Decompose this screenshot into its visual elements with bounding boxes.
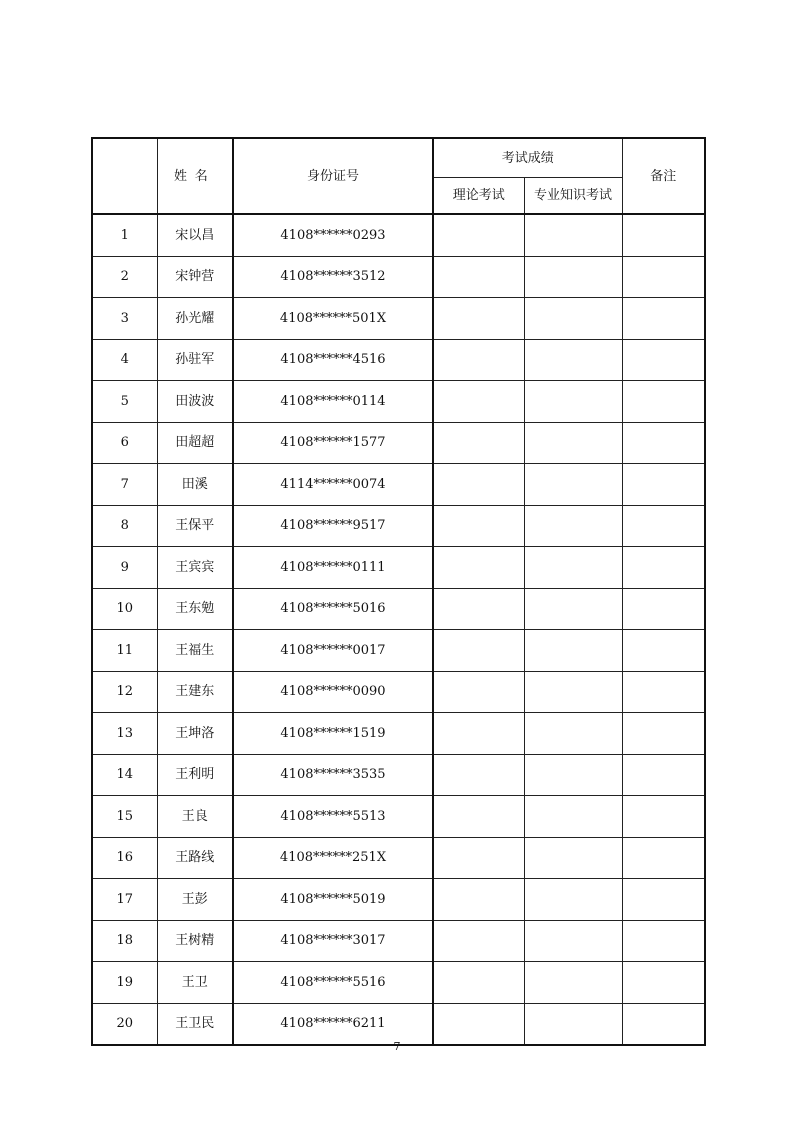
- document-sheet: [91, 137, 704, 1046]
- candidate-name-cell: 王卫: [157, 962, 233, 1004]
- remarks-cell: [622, 256, 705, 298]
- remarks-cell: [622, 422, 705, 464]
- exam-score-table: [91, 137, 706, 1046]
- theory-score-cell: [433, 422, 524, 464]
- header-number: [92, 138, 157, 214]
- professional-score-cell: [524, 588, 622, 630]
- remarks-cell: [622, 630, 705, 672]
- id-number-cell: 4108******5516: [233, 962, 433, 1004]
- table-row: [92, 464, 705, 506]
- row-number-cell: 7: [92, 464, 157, 506]
- professional-score-cell: [524, 837, 622, 879]
- row-number-cell: 13: [92, 713, 157, 755]
- theory-score-cell: [433, 837, 524, 879]
- candidate-name-cell: 孙驻军: [157, 339, 233, 381]
- id-number-cell: 4108******1519: [233, 713, 433, 755]
- remarks-cell: [622, 588, 705, 630]
- remarks-cell: [622, 754, 705, 796]
- table-row: [92, 962, 705, 1004]
- header-professional-exam: 专业知识考试: [524, 178, 622, 215]
- id-number-cell: 4108******3512: [233, 256, 433, 298]
- professional-score-cell: [524, 754, 622, 796]
- remarks-cell: [622, 879, 705, 921]
- row-number-cell: 19: [92, 962, 157, 1004]
- remarks-cell: [622, 962, 705, 1004]
- professional-score-cell: [524, 547, 622, 589]
- professional-score-cell: [524, 879, 622, 921]
- theory-score-cell: [433, 339, 524, 381]
- table-row: [92, 256, 705, 298]
- remarks-cell: [622, 298, 705, 340]
- remarks-cell: [622, 671, 705, 713]
- id-number-cell: 4108******9517: [233, 505, 433, 547]
- table-header: [92, 138, 705, 214]
- candidate-name-cell: 王宾宾: [157, 547, 233, 589]
- theory-score-cell: [433, 505, 524, 547]
- candidate-name-cell: 王保平: [157, 505, 233, 547]
- candidate-name-cell: 王福生: [157, 630, 233, 672]
- candidate-name-cell: 王坤洛: [157, 713, 233, 755]
- row-number-cell: 11: [92, 630, 157, 672]
- id-number-cell: 4108******0293: [233, 214, 433, 256]
- table-row: [92, 671, 705, 713]
- candidate-name-cell: 宋以昌: [157, 214, 233, 256]
- row-number-cell: 9: [92, 547, 157, 589]
- table-row: [92, 339, 705, 381]
- candidate-name-cell: 田波波: [157, 381, 233, 423]
- row-number-cell: 16: [92, 837, 157, 879]
- candidate-name-cell: 田溪: [157, 464, 233, 506]
- candidate-name-cell: 王东勉: [157, 588, 233, 630]
- professional-score-cell: [524, 671, 622, 713]
- table-row: [92, 547, 705, 589]
- remarks-cell: [622, 837, 705, 879]
- id-number-cell: 4108******3535: [233, 754, 433, 796]
- header-row-top: [92, 138, 705, 178]
- candidate-name-cell: 王树精: [157, 920, 233, 962]
- professional-score-cell: [524, 256, 622, 298]
- candidate-name-cell: 宋钟营: [157, 256, 233, 298]
- row-number-cell: 4: [92, 339, 157, 381]
- professional-score-cell: [524, 422, 622, 464]
- theory-score-cell: [433, 713, 524, 755]
- theory-score-cell: [433, 214, 524, 256]
- professional-score-cell: [524, 920, 622, 962]
- table-row: [92, 298, 705, 340]
- table-row: [92, 879, 705, 921]
- header-theory-exam: 理论考试: [433, 178, 524, 215]
- remarks-cell: [622, 713, 705, 755]
- theory-score-cell: [433, 588, 524, 630]
- id-number-cell: 4108******1577: [233, 422, 433, 464]
- professional-score-cell: [524, 298, 622, 340]
- remarks-cell: [622, 464, 705, 506]
- professional-score-cell: [524, 713, 622, 755]
- candidate-name-cell: 王卫民: [157, 1003, 233, 1045]
- remarks-cell: [622, 547, 705, 589]
- row-number-cell: 2: [92, 256, 157, 298]
- table-row: [92, 1003, 705, 1045]
- table-body: [92, 214, 705, 1045]
- row-number-cell: 5: [92, 381, 157, 423]
- candidate-name-cell: 王建东: [157, 671, 233, 713]
- theory-score-cell: [433, 298, 524, 340]
- candidate-name-cell: 王利明: [157, 754, 233, 796]
- professional-score-cell: [524, 464, 622, 506]
- row-number-cell: 3: [92, 298, 157, 340]
- theory-score-cell: [433, 1003, 524, 1045]
- remarks-cell: [622, 339, 705, 381]
- remarks-cell: [622, 381, 705, 423]
- header-name: 姓名: [157, 138, 233, 214]
- candidate-name-cell: 孙光耀: [157, 298, 233, 340]
- theory-score-cell: [433, 464, 524, 506]
- theory-score-cell: [433, 381, 524, 423]
- table-row: [92, 796, 705, 838]
- table-row: [92, 214, 705, 256]
- id-number-cell: 4108******0017: [233, 630, 433, 672]
- row-number-cell: 15: [92, 796, 157, 838]
- id-number-cell: 4108******501X: [233, 298, 433, 340]
- id-number-cell: 4108******0090: [233, 671, 433, 713]
- theory-score-cell: [433, 630, 524, 672]
- professional-score-cell: [524, 796, 622, 838]
- row-number-cell: 17: [92, 879, 157, 921]
- row-number-cell: 8: [92, 505, 157, 547]
- id-number-cell: 4108******5019: [233, 879, 433, 921]
- theory-score-cell: [433, 962, 524, 1004]
- id-number-cell: 4108******4516: [233, 339, 433, 381]
- professional-score-cell: [524, 505, 622, 547]
- table-row: [92, 920, 705, 962]
- table-row: [92, 588, 705, 630]
- candidate-name-cell: 王良: [157, 796, 233, 838]
- id-number-cell: 4108******3017: [233, 920, 433, 962]
- header-remarks: 备注: [622, 138, 705, 214]
- table-row: [92, 837, 705, 879]
- remarks-cell: [622, 920, 705, 962]
- row-number-cell: 6: [92, 422, 157, 464]
- id-number-cell: 4114******0074: [233, 464, 433, 506]
- table-row: [92, 713, 705, 755]
- row-number-cell: 20: [92, 1003, 157, 1045]
- table-row: [92, 381, 705, 423]
- candidate-name-cell: 田超超: [157, 422, 233, 464]
- theory-score-cell: [433, 920, 524, 962]
- remarks-cell: [622, 796, 705, 838]
- professional-score-cell: [524, 381, 622, 423]
- theory-score-cell: [433, 547, 524, 589]
- id-number-cell: 4108******0111: [233, 547, 433, 589]
- candidate-name-cell: 王彭: [157, 879, 233, 921]
- table-row: [92, 422, 705, 464]
- row-number-cell: 14: [92, 754, 157, 796]
- theory-score-cell: [433, 256, 524, 298]
- row-number-cell: 12: [92, 671, 157, 713]
- professional-score-cell: [524, 339, 622, 381]
- professional-score-cell: [524, 214, 622, 256]
- theory-score-cell: [433, 879, 524, 921]
- remarks-cell: [622, 505, 705, 547]
- professional-score-cell: [524, 1003, 622, 1045]
- row-number-cell: 1: [92, 214, 157, 256]
- header-exam-scores: 考试成绩: [433, 138, 622, 178]
- row-number-cell: 10: [92, 588, 157, 630]
- remarks-cell: [622, 1003, 705, 1045]
- theory-score-cell: [433, 754, 524, 796]
- header-id-number: 身份证号: [233, 138, 433, 214]
- candidate-name-cell: 王路线: [157, 837, 233, 879]
- row-number-cell: 18: [92, 920, 157, 962]
- page-number: 7: [393, 1040, 401, 1053]
- id-number-cell: 4108******6211: [233, 1003, 433, 1045]
- table-row: [92, 505, 705, 547]
- id-number-cell: 4108******251X: [233, 837, 433, 879]
- theory-score-cell: [433, 671, 524, 713]
- id-number-cell: 4108******5513: [233, 796, 433, 838]
- theory-score-cell: [433, 796, 524, 838]
- table-row: [92, 630, 705, 672]
- id-number-cell: 4108******0114: [233, 381, 433, 423]
- remarks-cell: [622, 214, 705, 256]
- professional-score-cell: [524, 962, 622, 1004]
- id-number-cell: 4108******5016: [233, 588, 433, 630]
- table-row: [92, 754, 705, 796]
- professional-score-cell: [524, 630, 622, 672]
